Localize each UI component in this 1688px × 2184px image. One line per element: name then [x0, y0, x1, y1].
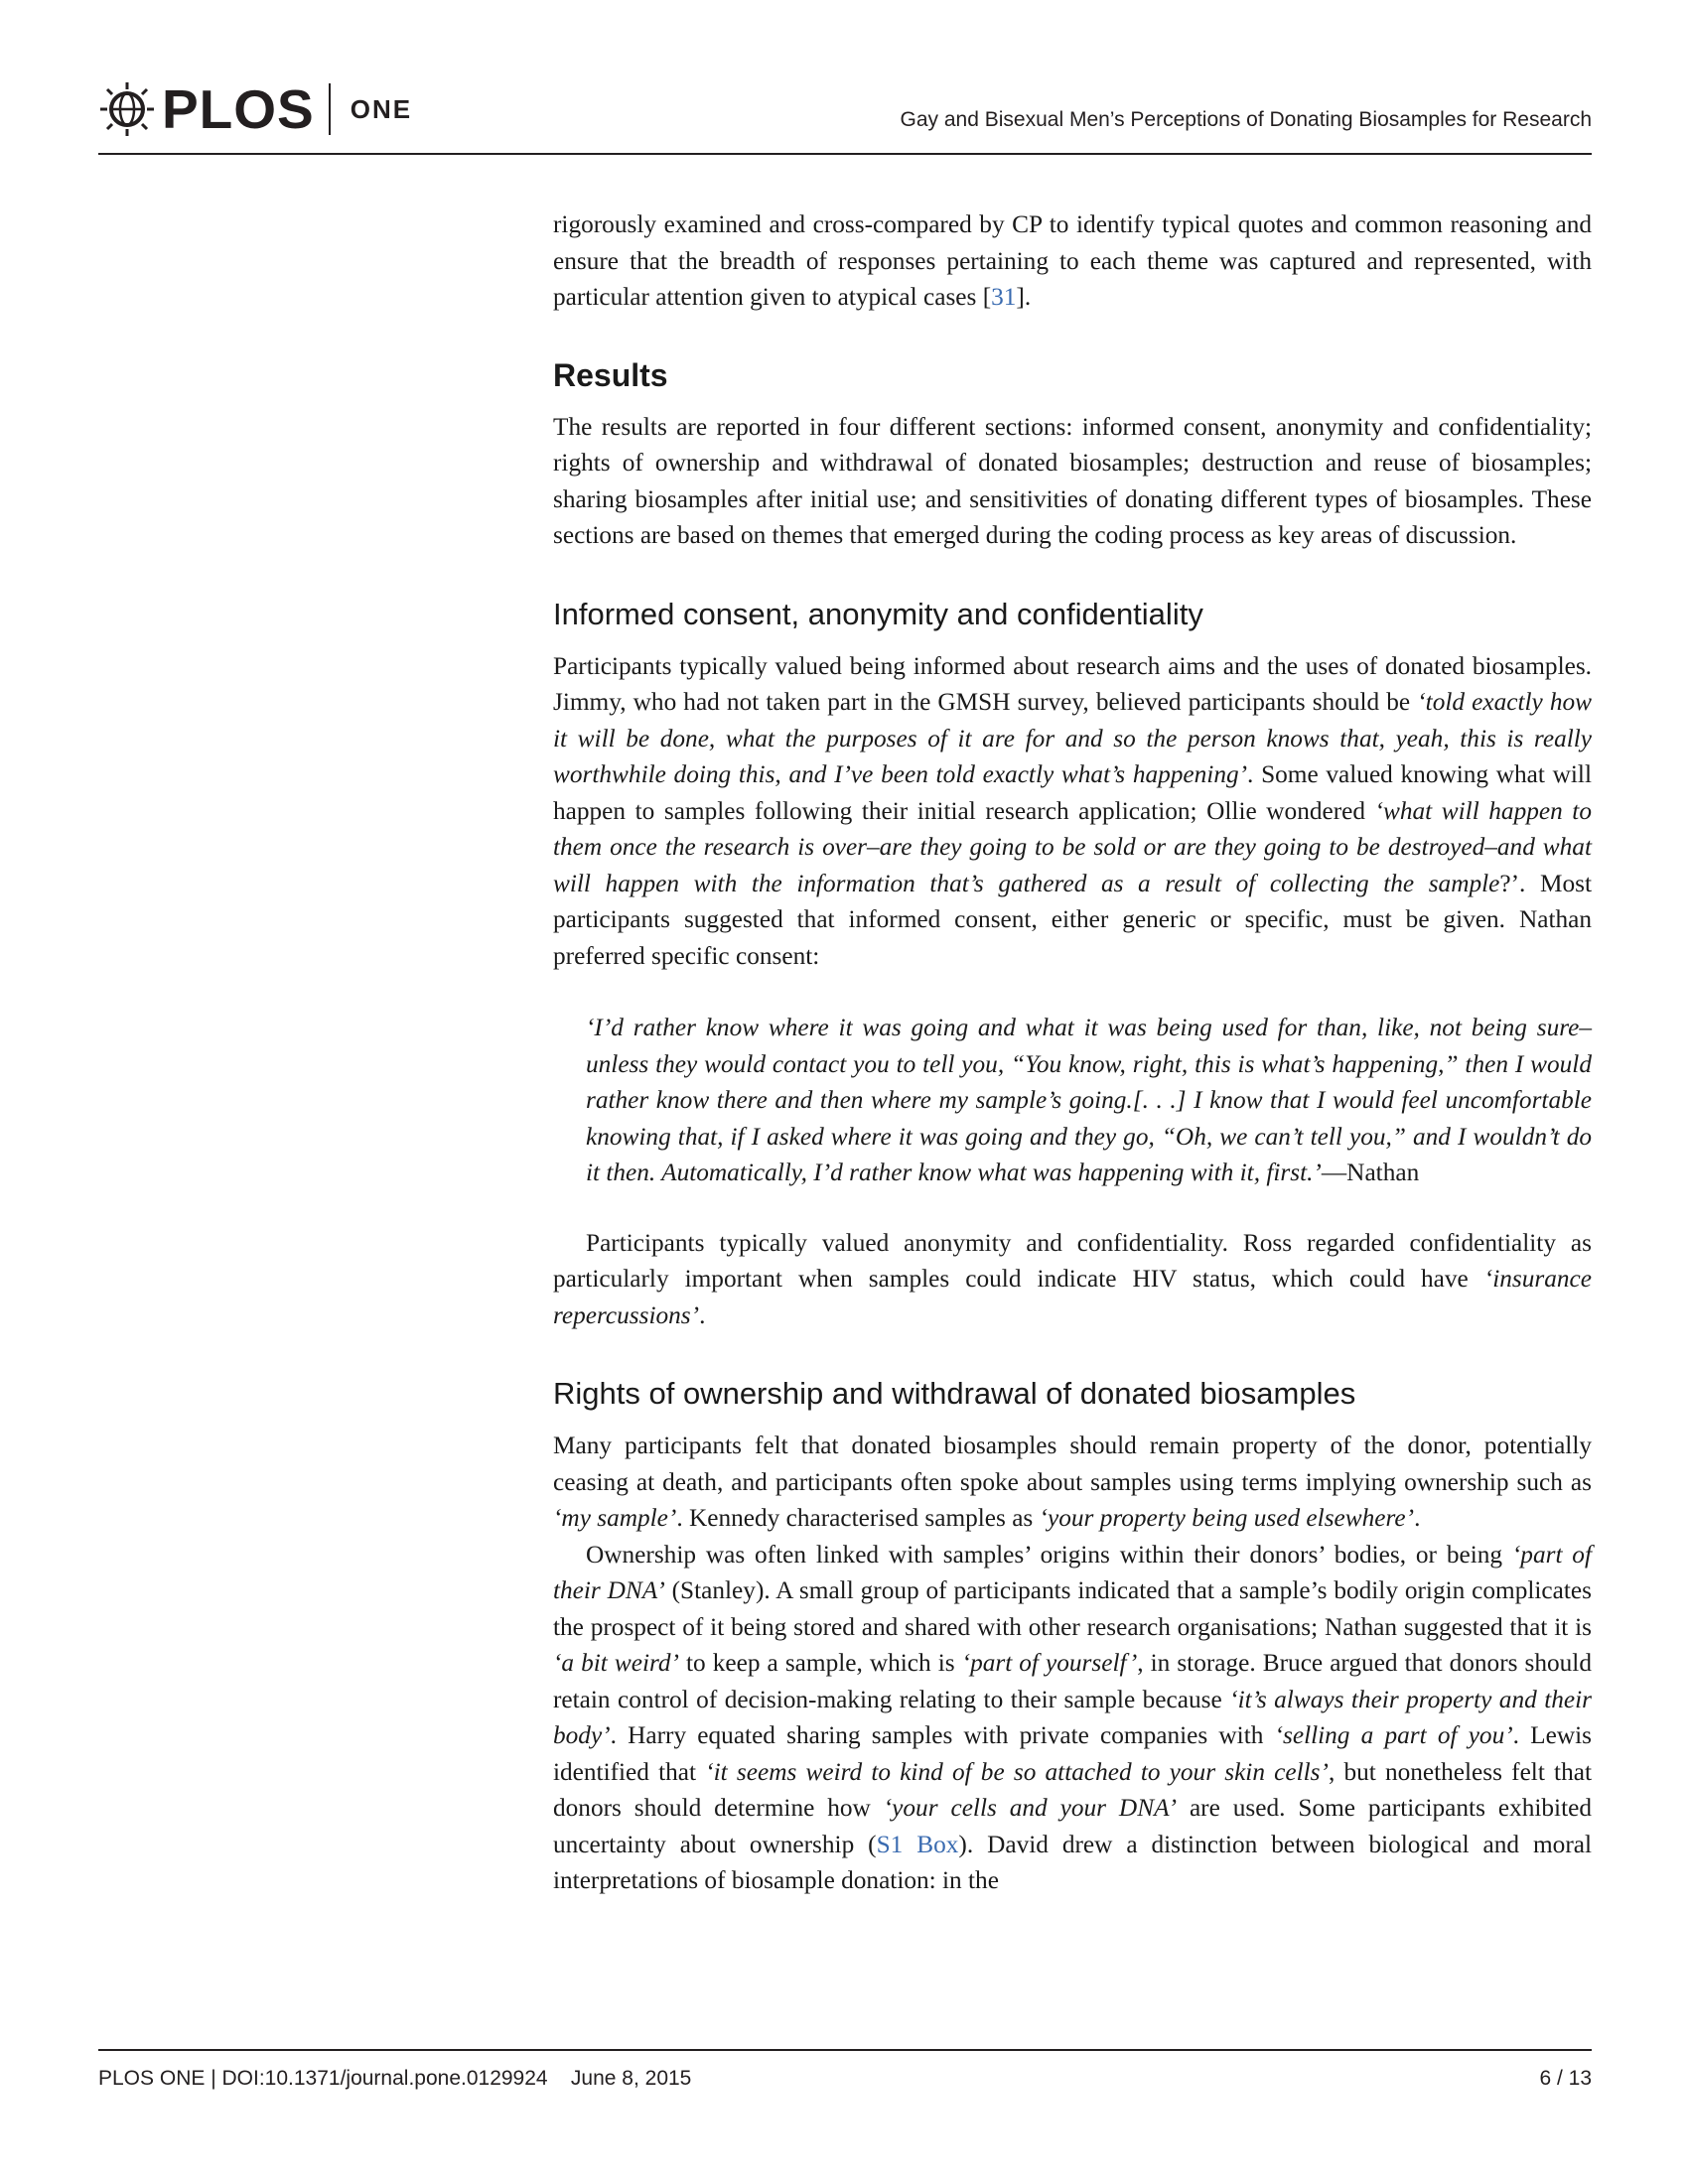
running-title: Gay and Bisexual Men’s Perceptions of Donating Biosamples for Research	[900, 108, 1592, 131]
page-header	[98, 75, 1592, 155]
informed-consent-heading: Informed consent, anonymity and confidentiality	[553, 596, 1203, 631]
article-body	[553, 206, 1592, 1899]
footer-citation: PLOS ONE | DOI:10.1371/journal.pone.0129924 June 8, 2015	[98, 2067, 692, 2090]
ownership-paragraph-2: Ownership was often linked with samples’ origins within their donors’ bodies, or being ‘part of their DNA’ (Stanley). A small group of participants indicated that a sample’s bodily origin complicates the prospect of it being stored and shared with other research organisations; Nathan suggested that it is ‘a bit weird’ to keep a sample, which is ‘part of yourself’, in storage. Bruce argued that donors should retain control of decision-making relating to their sample because ‘it’s always their property and their body’. Harry equated sharing samples with private companies with ‘selling a part of you’. Lewis identified that ‘it seems weird to kind of be so attached to your skin cells’, but nonetheless felt that donors should determine how ‘your cells and your DNA’ are used. Some participants exhibited uncertainty about ownership (S1 Box). David drew a distinction between biological and moral interpretations of biosample donation: in the	[553, 1540, 1592, 1894]
page-number: 6 / 13	[1539, 2067, 1592, 2090]
nathan-quote: ‘I’d rather know where it was going and what it was being used for than, like, not being sure–unless they would contact you to tell you, “You know, right, this is what’s happening,” then I would rather know there and then where my sample’s going.[. . .] I know that I would feel uncomfortable knowing that, if I asked where it was going and they go, “Oh, we can’t tell you,” and I wouldn’t do it then. Automatically, I’d rather know what was happening with it, first.’—Nathan	[586, 1014, 1592, 1186]
methods-closing-paragraph: rigorously examined and cross-compared by CP to identify typical quotes and common reasoning and ensure that the breadth of responses pertaining to each theme was captured and represented, with particular attention given to atypical cases [31].	[553, 210, 1592, 311]
logo-subtitle: ONE	[350, 93, 413, 124]
informed-consent-paragraph: Participants typically valued being informed about research aims and the uses of donated biosamples. Jimmy, who had not taken part in the GMSH survey, believed participants should be ‘told exactly how it will be done, what the purposes of it are for and so the person knows that, yeah, this is really worthwhile doing this, and I’ve been told exactly what’s happening’. Some valued knowing what will happen to samples following their initial research application; Ollie wondered ‘what will happen to them once the research is over–are they going to be sold or are they going to be destroyed–and what will happen with the information that’s gathered as a result of collecting the sample?’. Most participants suggested that informed consent, either generic or specific, must be given. Nathan preferred specific consent:	[553, 651, 1593, 970]
s1-box-link[interactable]: S1 Box	[876, 1830, 959, 1858]
plos-one-logo	[98, 79, 412, 139]
results-paragraph: The results are reported in four different sections: informed consent, anonymity and confidentiality; rights of ownership and withdrawal of donated biosamples; destruction and reuse of biosamples; sharing biosamples after initial use; and sensitivities of donating different types of biosamples. These sections are based on themes that emerged during the coding process as key areas of discussion.	[553, 412, 1592, 549]
page-footer	[98, 2049, 1592, 2090]
logo-wordmark: PLOS	[162, 77, 315, 140]
anonymity-paragraph: Participants typically valued anonymity and confidentiality. Ross regarded confidentiality as particularly important when samples could indicate HIV status, which could have ‘insurance repercussions’.	[553, 1228, 1592, 1329]
results-heading: Results	[553, 356, 668, 393]
ownership-heading: Rights of ownership and withdrawal of donated biosamples	[553, 1376, 1356, 1411]
ownership-paragraph-1: Many participants felt that donated biosamples should remain property of the donor, potentially ceasing at death, and participants often spoke about samples using terms implying ownership such as ‘my sample’. Kennedy characterised samples as ‘your property being used elsewhere’.	[553, 1432, 1592, 1532]
plos-globe-icon	[98, 80, 156, 138]
citation-link[interactable]: 31	[991, 283, 1017, 311]
logo-divider	[329, 83, 331, 135]
